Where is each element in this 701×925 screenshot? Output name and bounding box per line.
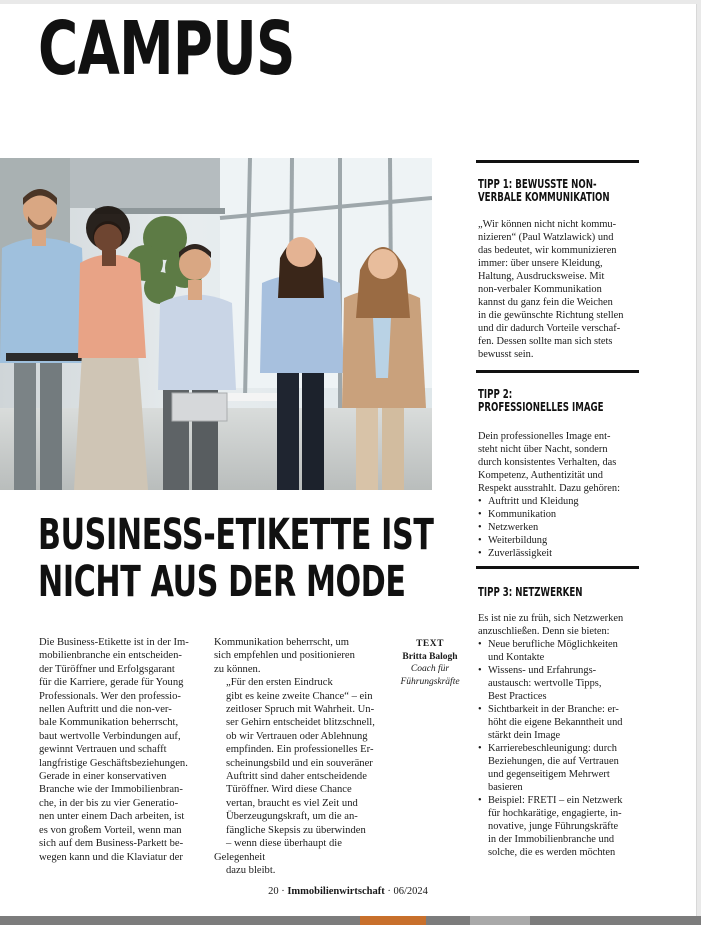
text-line: Auftritt sind daher entscheidende: [226, 771, 367, 783]
text-line: sich empfehlen und positionieren: [214, 650, 355, 662]
tip-2-text: [478, 430, 643, 560]
text-line: austausch: wertvolle Tipps,: [488, 678, 602, 689]
page-footer: [0, 886, 696, 897]
author-role: Coach für: [410, 664, 450, 674]
footer-separator: ·: [278, 886, 288, 897]
text-line: Gerade in einer konservativen: [39, 771, 167, 783]
text-line: Türöffner. Wird diese Chance: [226, 784, 352, 796]
text-line: kannst du ganz fein die Weichen: [478, 297, 613, 308]
issue-number: 06/2024: [393, 886, 428, 897]
text-line: wegen kann und die Klaviatur der: [39, 851, 183, 863]
group-photo: [0, 158, 432, 490]
text-line: „Wir können nicht nicht kommu-: [478, 219, 617, 230]
text-line: fen. Dessen sollte man sich stets: [478, 336, 613, 347]
text-line: nen unter einem Dach arbeiten, ist: [39, 811, 185, 823]
tip-bullet-item: [478, 521, 643, 534]
author-name: Britta Balogh: [402, 651, 458, 662]
text-line: ob wir Vertrauen oder Ablehnung: [226, 730, 368, 742]
scroll-segment: [470, 916, 530, 925]
body-column-1: [39, 636, 201, 864]
tip-1-heading: [478, 178, 644, 204]
text-line: ser Gehirn entscheidet blitzschnell,: [226, 717, 375, 729]
text-line: Dein professionelles Image ent-: [478, 431, 611, 442]
group-photo-icon: [0, 158, 432, 490]
text-line: basieren: [488, 782, 523, 793]
tip-heading-line: TIPP 2:: [478, 387, 513, 401]
tip-2-heading: [478, 388, 644, 414]
tip-bullet-item: [478, 547, 643, 560]
text-line: das bedeutet, wir kommunizieren: [478, 245, 617, 256]
text-line: • Netzwerken: [488, 522, 539, 533]
text-line: bewusst sein.: [478, 349, 534, 360]
text-line: • Weiterbildung: [488, 535, 548, 546]
text-line: vertan, braucht es viel Zeit und: [226, 797, 358, 809]
text-line: che, in der bis zu vier Generatio-: [39, 797, 179, 809]
text-line: novative, junge Führungskräfte: [488, 821, 619, 832]
text-line: für hochkarätige, engagierte, in-: [488, 808, 622, 819]
text-line: „Für den ersten Eindruck: [226, 677, 333, 689]
text-line: • Beispiel: FRETI – ein Netzwerk: [488, 795, 623, 806]
publication-name: Immobilienwirtschaft: [287, 886, 385, 897]
text-line: Kompetenz, Authentizität und: [478, 470, 603, 481]
text-line: solche, die es werden möchten: [488, 847, 616, 858]
text-line: gibt es keine zweite Chance“ – ein: [226, 690, 373, 702]
text-line: Beziehungen, die auf Vertrauen: [488, 756, 619, 767]
text-line: es von großem Vorteil, wenn man: [39, 824, 182, 836]
text-line: langfristige Geschäftsbeziehungen.: [39, 757, 188, 769]
text-line: zeitloser Spruch mit Wahrheit. Un-: [226, 704, 375, 716]
text-line: bale Kommunikation beherrscht,: [39, 717, 179, 729]
text-line: Haltung, Ausdrucksweise. Mit: [478, 271, 605, 282]
text-line: Die Business-Etikette ist in der Im-: [39, 637, 189, 648]
text-line: Überzeugungskraft, um die an-: [226, 811, 358, 823]
tip-bullet-item: [478, 742, 643, 794]
text-line: baut wertvolle Verbindungen auf,: [39, 730, 181, 742]
tip-3-text: [478, 612, 643, 859]
text-line: • Neue berufliche Möglichkeiten: [488, 639, 618, 650]
tip-bullet-item: [478, 794, 643, 859]
tip-heading-line: VERBALE KOMMUNIKATION: [478, 190, 610, 204]
tip-bullet-item: [478, 638, 643, 664]
text-line: und Kontakte: [488, 652, 545, 663]
tip-heading-line: PROFESSIONELLES IMAGE: [478, 400, 604, 414]
text-line: höht die eigene Bekanntheit und: [488, 717, 623, 728]
magazine-page: [0, 4, 697, 916]
author-credit: [390, 638, 470, 688]
text-line: Professionals. Wer den professio-: [39, 690, 181, 702]
text-line: • Sichtbarkeit in der Branche: er-: [488, 704, 619, 715]
tip-bullet-list: [478, 495, 643, 560]
text-line: Best Practices: [488, 691, 547, 702]
text-line: empfinden. Ein professionelles Er-: [226, 744, 374, 756]
text-line: • Wissens- und Erfahrungs-: [488, 665, 597, 676]
text-line: Es ist nie zu früh, sich Netzwerken: [478, 613, 624, 624]
text-line: anzuschließen. Denn sie bieten:: [478, 626, 610, 637]
text-line: und gegenseitigem Mehrwert: [488, 769, 610, 780]
text-line: in die gewünschte Richtung stellen: [478, 310, 624, 321]
tip-bullet-list: [478, 638, 643, 859]
text-line: in der Immobilienbranche und: [488, 834, 615, 845]
text-line: der Türöffner und Erfolgsgarant: [39, 663, 175, 675]
text-line: stärkt dein Image: [488, 730, 561, 741]
text-line: nellen Auftritt und die non-ver-: [39, 704, 172, 716]
headline-line: NICHT AUS DER MODE: [38, 557, 406, 607]
tip-paragraph: [478, 430, 643, 495]
tip-heading-line: TIPP 1: BEWUSSTE NON-: [478, 177, 597, 191]
text-line: • Kommunikation: [488, 509, 557, 520]
tip-bullet-item: [478, 664, 643, 703]
text-line: immer: über unsere Kleidung,: [478, 258, 603, 269]
tip-3-heading: [478, 586, 644, 599]
text-line: Respekt ausstrahlt. Dazu gehören:: [478, 483, 620, 494]
tip-bullet-item: [478, 508, 643, 521]
page-number: 20: [268, 886, 279, 897]
author-role: Führungskräfte: [400, 676, 460, 687]
headline-line: BUSINESS-ETIKETTE IST: [38, 510, 434, 560]
text-line: steht nicht über Nacht, sondern: [478, 444, 608, 455]
article-headline: [38, 510, 434, 607]
tip-divider: [476, 160, 639, 163]
text-line: fängliche Skepsis zu überwinden: [226, 824, 366, 836]
text-line: zu können.: [214, 663, 261, 675]
text-line: • Zuverlässigkeit: [488, 548, 553, 559]
text-line: Branche wie der Immobilienbran-: [39, 784, 183, 796]
text-line: gewinnt Vertrauen und schafft: [39, 744, 167, 756]
text-line: – wenn diese überhaupt die Gelegenheit: [214, 838, 342, 863]
tip-paragraph: [478, 218, 643, 361]
text-line: mobilienbranche ein entscheiden-: [39, 650, 182, 662]
text-line: Kommunikation beherrscht, um: [214, 637, 350, 648]
text-line: dazu bleibt.: [226, 864, 276, 876]
text-line: • Auftritt und Kleidung: [488, 496, 579, 507]
text-line: sich auf dem Business-Parkett be-: [39, 838, 184, 850]
tip-divider: [476, 566, 639, 569]
text-line: • Karrierebeschleunigung: durch: [488, 743, 617, 754]
text-line: nizieren“ (Paul Watzlawick) und: [478, 232, 614, 243]
viewer-scrollbar[interactable]: [0, 916, 701, 925]
tip-bullet-item: [478, 495, 643, 508]
tip-bullet-item: [478, 703, 643, 742]
tip-heading-line: TIPP 3: NETZWERKEN: [478, 585, 583, 599]
body-column-2: [214, 636, 376, 877]
text-line: non-verbaler Kommunikation: [478, 284, 602, 295]
section-title: CAMPUS: [38, 6, 295, 92]
tip-1-text: [478, 218, 643, 361]
tip-divider: [476, 370, 639, 373]
text-line: scheinungsbild und ein souveräner: [226, 757, 373, 769]
footer-separator: ·: [384, 886, 394, 897]
text-line: durch konsistentes Verhalten, das: [478, 457, 617, 468]
body-paragraph: [214, 676, 376, 877]
body-paragraph: [214, 636, 376, 676]
text-line: und dir dadurch Vorteile verschaf-: [478, 323, 621, 334]
tip-bullet-item: [478, 534, 643, 547]
tip-paragraph: [478, 612, 643, 638]
scroll-thumb[interactable]: [360, 916, 426, 925]
credit-label: TEXT: [416, 639, 444, 649]
text-line: für die Karriere, gerade für Young: [39, 677, 184, 689]
